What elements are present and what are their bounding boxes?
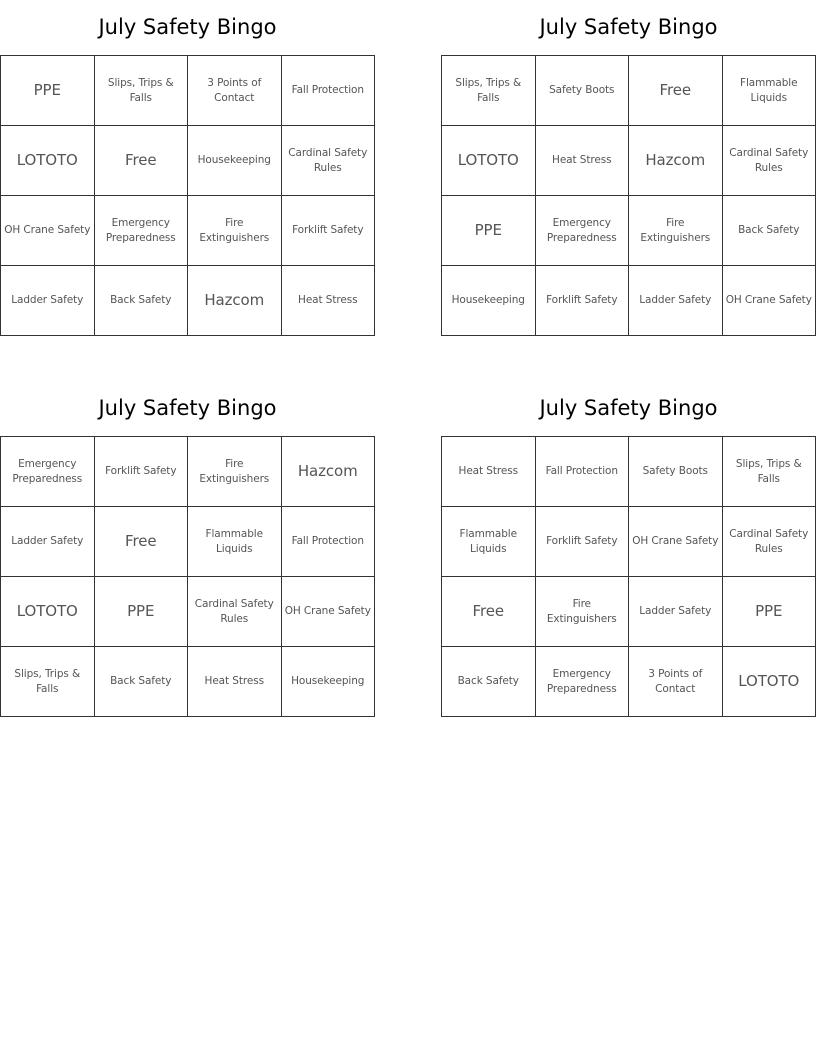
bingo-cell: OH Crane Safety — [723, 266, 816, 336]
bingo-cell: Heat Stress — [442, 437, 536, 507]
bingo-cell: Forklift Safety — [536, 507, 630, 577]
bingo-grid — [441, 436, 816, 717]
bingo-cell: Housekeeping — [188, 126, 282, 196]
bingo-grid — [441, 55, 816, 336]
bingo-cell: OH Crane Safety — [629, 507, 723, 577]
bingo-grid — [0, 55, 375, 336]
bingo-card-4 — [441, 391, 816, 695]
bingo-cell: Safety Boots — [629, 437, 723, 507]
bingo-cell: LOTOTO — [1, 577, 95, 647]
bingo-cell: LOTOTO — [1, 126, 95, 196]
bingo-cell: Back Safety — [95, 647, 189, 717]
bingo-card-3 — [0, 391, 375, 695]
bingo-cell: Emergency Preparedness — [536, 647, 630, 717]
bingo-cell: OH Crane Safety — [1, 196, 95, 266]
bingo-cell: LOTOTO — [723, 647, 816, 717]
bingo-cell: Fall Protection — [282, 56, 376, 126]
bingo-cell: Cardinal Safety Rules — [723, 507, 816, 577]
bingo-cell: Cardinal Safety Rules — [723, 126, 816, 196]
bingo-cell: Hazcom — [188, 266, 282, 336]
bingo-cell: LOTOTO — [442, 126, 536, 196]
bingo-cell: Ladder Safety — [629, 577, 723, 647]
bingo-cell: Fall Protection — [536, 437, 630, 507]
bingo-cell: Fire Extinguishers — [536, 577, 630, 647]
bingo-cell: Ladder Safety — [1, 507, 95, 577]
bingo-cell: Back Safety — [442, 647, 536, 717]
bingo-card-1 — [0, 10, 375, 309]
bingo-cell: Ladder Safety — [1, 266, 95, 336]
bingo-cell: Hazcom — [629, 126, 723, 196]
bingo-cell: Flammable Liquids — [442, 507, 536, 577]
bingo-cell: Fire Extinguishers — [188, 196, 282, 266]
bingo-grid — [0, 436, 375, 717]
bingo-cell: Forklift Safety — [282, 196, 376, 266]
bingo-cell: 3 Points of Contact — [188, 56, 282, 126]
card-title: July Safety Bingo — [98, 15, 277, 39]
card-title: July Safety Bingo — [98, 396, 277, 420]
bingo-cell: Emergency Preparedness — [95, 196, 189, 266]
bingo-cell: Heat Stress — [188, 647, 282, 717]
free-cell: Free — [95, 126, 189, 196]
bingo-cell: Hazcom — [282, 437, 376, 507]
bingo-cell: PPE — [442, 196, 536, 266]
bingo-cell: Forklift Safety — [536, 266, 630, 336]
bingo-cell: Safety Boots — [536, 56, 630, 126]
card-title: July Safety Bingo — [539, 396, 718, 420]
free-cell: Free — [95, 507, 189, 577]
free-cell: Free — [629, 56, 723, 126]
bingo-cell: Ladder Safety — [629, 266, 723, 336]
bingo-cell: Heat Stress — [282, 266, 376, 336]
bingo-cell: Back Safety — [723, 196, 816, 266]
bingo-cell: Emergency Preparedness — [1, 437, 95, 507]
bingo-cell: Housekeeping — [442, 266, 536, 336]
bingo-cell: Flammable Liquids — [188, 507, 282, 577]
card-title: July Safety Bingo — [539, 15, 718, 39]
bingo-cell: Slips, Trips & Falls — [95, 56, 189, 126]
bingo-cell: Housekeeping — [282, 647, 376, 717]
bingo-cell: Heat Stress — [536, 126, 630, 196]
bingo-cell: Fall Protection — [282, 507, 376, 577]
bingo-cell: Fire Extinguishers — [629, 196, 723, 266]
bingo-cell: Slips, Trips & Falls — [723, 437, 816, 507]
bingo-cell: Fire Extinguishers — [188, 437, 282, 507]
bingo-cell: Cardinal Safety Rules — [188, 577, 282, 647]
bingo-card-2 — [441, 10, 816, 306]
bingo-cell: PPE — [1, 56, 95, 126]
bingo-cell: Cardinal Safety Rules — [282, 126, 376, 196]
bingo-cell: 3 Points of Contact — [629, 647, 723, 717]
bingo-cell: Emergency Preparedness — [536, 196, 630, 266]
free-cell: Free — [442, 577, 536, 647]
bingo-cell: PPE — [723, 577, 816, 647]
bingo-cell: Slips, Trips & Falls — [1, 647, 95, 717]
bingo-cell: PPE — [95, 577, 189, 647]
bingo-cell: Back Safety — [95, 266, 189, 336]
bingo-cell: Slips, Trips & Falls — [442, 56, 536, 126]
bingo-cell: Forklift Safety — [95, 437, 189, 507]
bingo-cell: Flammable Liquids — [723, 56, 816, 126]
bingo-cell: OH Crane Safety — [282, 577, 376, 647]
